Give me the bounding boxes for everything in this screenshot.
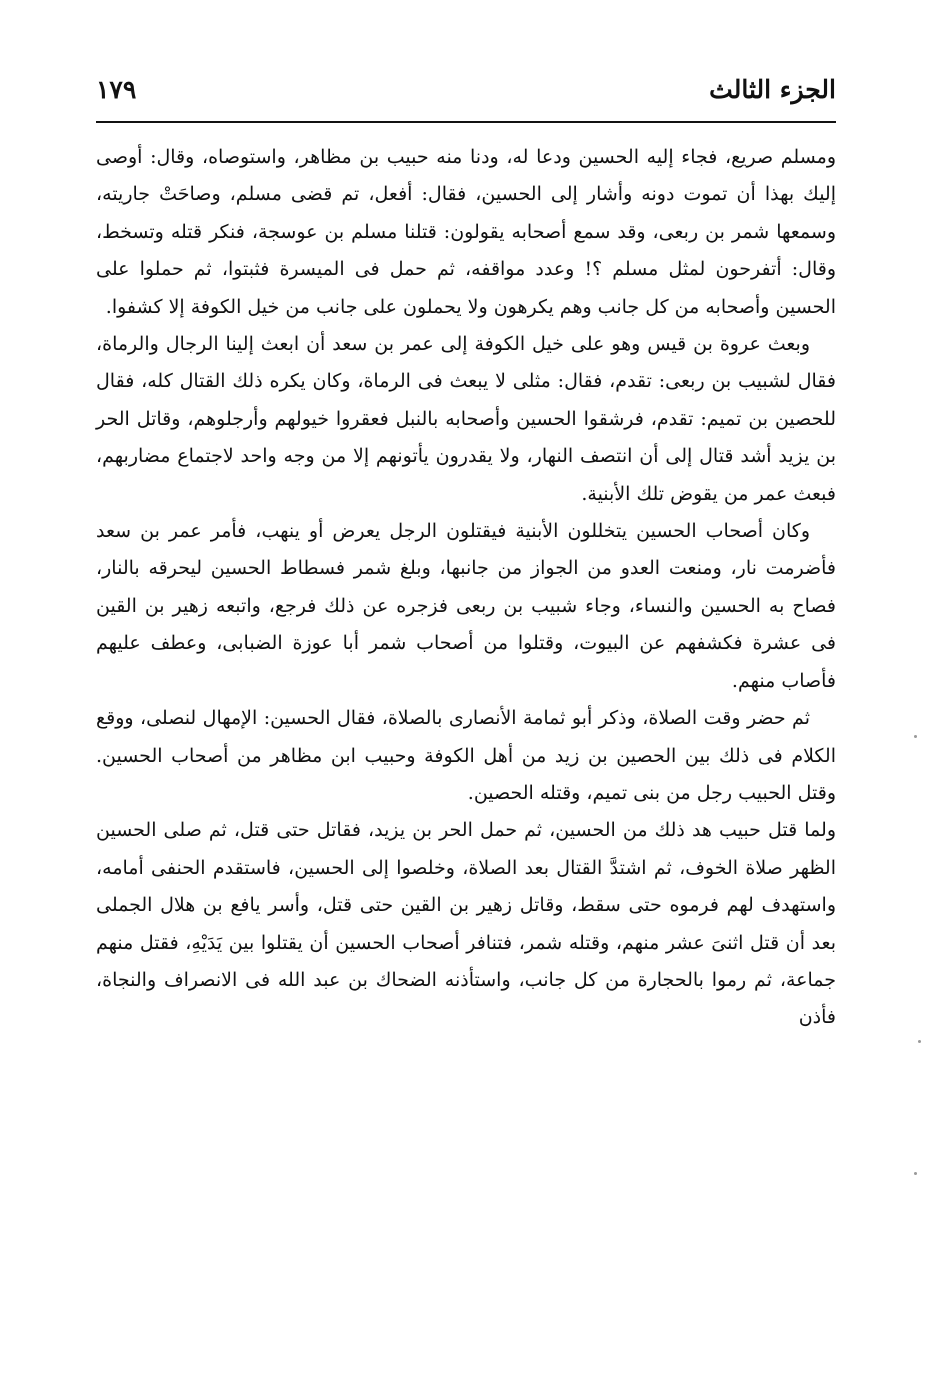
paragraph-4: ثم حضر وقت الصلاة، وذكر أبو ثمامة الأنصارى بالصلاة، فقال الحسين: الإمهال لنصلى، ووقع الكلام فى ذلك بين الحصين بن زيد من أهل الكوفة وحبيب ابن مظاهر من أصحاب الحسين. وقتل الحبيب رجل من بنى تميم، وقتله الحصين.: [96, 707, 836, 804]
scan-speck: [914, 735, 917, 738]
paragraph-1: ومسلم صريع، فجاء إليه الحسين ودعا له، ودنا منه حبيب بن مظاهر، واستوصاه، وقال: أوصى إليك بهذا أن تموت دونه وأشار إلى الحسين، فقال: أفعل، تم قضى مسلم، وصاحَتْ جاريته، وسمعها شمر بن ربعى، وقد سمع أصحابه يقولون: قتلنا مسلم بن عوسجة، فنكر قتله وتسخط، وقال: أتفرحون لمثل مسلم ؟! وعدد مواقفه، ثم حمل فى الميسرة فثبتوا، ثم حملوا على الحسين وأصحابه من كل جانب وهم يكرهون ولا يحملون على جانب من خيل الكوفة إلا كشفوا.: [96, 146, 836, 318]
page-number: ١٧٩: [96, 75, 137, 104]
header-rule: [96, 121, 836, 123]
paragraph-3: وكان أصحاب الحسين يتخللون الأبنية فيقتلون الرجل يعرض أو ينهب، فأمر عمر بن سعد فأضرمت نار، ومنعت العدو من الجواز من جانبها، وبلغ شمر فسطاط الحسين ليحرقه بالنار، فصاح به الحسين والنساء، وجاء شبيب بن ربعى فزجره عن ذلك فرجع، واتبعه زهير بن القين فى عشرة فكشفهم عن البيوت، وقتلوا من أصحاب شمر أبا عوزة الضبابى، وعطف عليهم فأصاب منهم.: [96, 520, 836, 692]
scan-speck: [918, 1040, 921, 1043]
page-header: [96, 68, 836, 118]
scan-speck: [914, 1172, 917, 1175]
body-text: [96, 139, 836, 1037]
paragraph-2: وبعث عروة بن قيس وهو على خيل الكوفة إلى عمر بن سعد أن ابعث إلينا الرجال والرماة، فقال لشبيب بن ربعى: تقدم، فقال: مثلى لا يبعث فى الرماة، وكان يكره ذلك القتال كله، فقال للحصين بن تميم: تقدم، فرشقوا الحسين وأصحابه بالنبل فعقروا خيولهم وأرجلوهم، وقاتل الحر بن يزيد أشد قتال إلى أن انتصف النهار، ولا يقدرون يأتونهم إلا من وجه واحد لاجتماع مضاربهم، فبعث عمر من يقوض تلك الأبنية.: [96, 333, 836, 505]
paragraph-5: ولما قتل حبيب هد ذلك من الحسين، ثم حمل الحر بن يزيد، فقاتل حتى قتل، ثم صلى الحسين الظهر صلاة الخوف، ثم اشتدَّ القتال بعد الصلاة، وخلصوا إلى الحسين، فاستقدم الحنفى أمامه، واستهدف لهم فرموه حتى سقط، وقاتل زهير بن القين حتى قتل، وأسر يافع بن هلال الجملى بعد أن قتل اثنىَ عشر منهم، وقتله شمر، فتنافر أصحاب الحسين أن يقتلوا بين يَدَيْهِ، فقتل منهم جماعة، ثم رموا بالحجارة من كل جانب، واستأذنه الضحاك بن عبد الله فى الانصراف والنجاة، فأذن: [96, 819, 836, 1029]
running-title: الجزء الثالث: [709, 75, 836, 104]
